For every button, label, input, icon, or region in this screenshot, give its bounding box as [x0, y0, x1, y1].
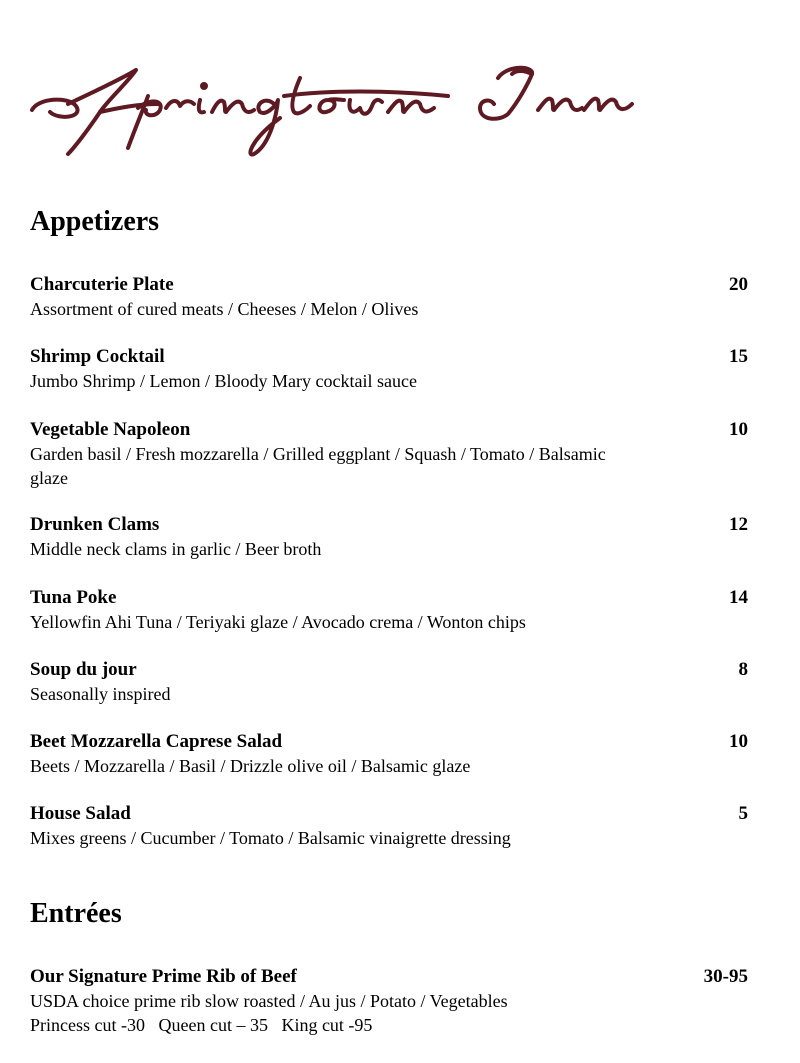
item-description: Seasonally inspired	[30, 684, 171, 704]
item-name: Tuna Poke	[30, 587, 117, 608]
menu-item	[30, 418, 748, 490]
item-name: Shrimp Cocktail	[30, 346, 165, 367]
item-price: 8	[738, 659, 748, 680]
restaurant-logo	[28, 60, 638, 170]
item-name: Vegetable Napoleon	[30, 419, 191, 440]
item-name: Charcuterie Plate	[30, 274, 174, 295]
script-logo-icon	[28, 60, 638, 170]
section-title-appetizers: Appetizers	[30, 206, 160, 237]
item-price: 14	[729, 587, 748, 608]
item-description: Beets / Mozzarella / Basil / Drizzle olive oil / Balsamic glaze	[30, 756, 471, 776]
item-description: Mixes greens / Cucumber / Tomato / Balsamic vinaigrette dressing	[30, 828, 511, 848]
item-price: 15	[729, 346, 748, 367]
menu-item	[30, 802, 748, 850]
item-name: House Salad	[30, 803, 131, 824]
item-name: Beet Mozzarella Caprese Salad	[30, 731, 283, 752]
item-name: Drunken Clams	[30, 514, 160, 535]
item-name: Our Signature Prime Rib of Beef	[30, 966, 297, 987]
item-price: 10	[729, 731, 748, 752]
item-description: Garden basil / Fresh mozzarella / Grilled eggplant / Squash / Tomato / Balsamic glaze	[30, 444, 606, 488]
menu-item	[30, 965, 748, 1037]
item-price: 30-95	[703, 966, 748, 987]
section-title-entrees: Entrées	[30, 898, 122, 929]
menu-item	[30, 658, 748, 706]
menu-item	[30, 345, 748, 393]
item-description: Assortment of cured meats / Cheeses / Melon / Olives	[30, 299, 419, 319]
item-description: USDA choice prime rib slow roasted / Au jus / Potato / Vegetables	[30, 991, 508, 1011]
item-price: 5	[738, 803, 748, 824]
menu-item	[30, 273, 748, 321]
item-size-options: Princess cut -30 Queen cut – 35 King cut -95	[30, 1015, 373, 1035]
item-name: Soup du jour	[30, 659, 137, 680]
menu-item	[30, 513, 748, 561]
item-description: Middle neck clams in garlic / Beer broth	[30, 539, 322, 559]
menu-item	[30, 730, 748, 778]
item-description: Yellowfin Ahi Tuna / Teriyaki glaze / Avocado crema / Wonton chips	[30, 612, 526, 632]
menu-item	[30, 586, 748, 634]
item-price: 12	[729, 514, 748, 535]
item-price: 10	[729, 419, 748, 440]
item-price: 20	[729, 274, 748, 295]
item-description: Jumbo Shrimp / Lemon / Bloody Mary cocktail sauce	[30, 371, 417, 391]
